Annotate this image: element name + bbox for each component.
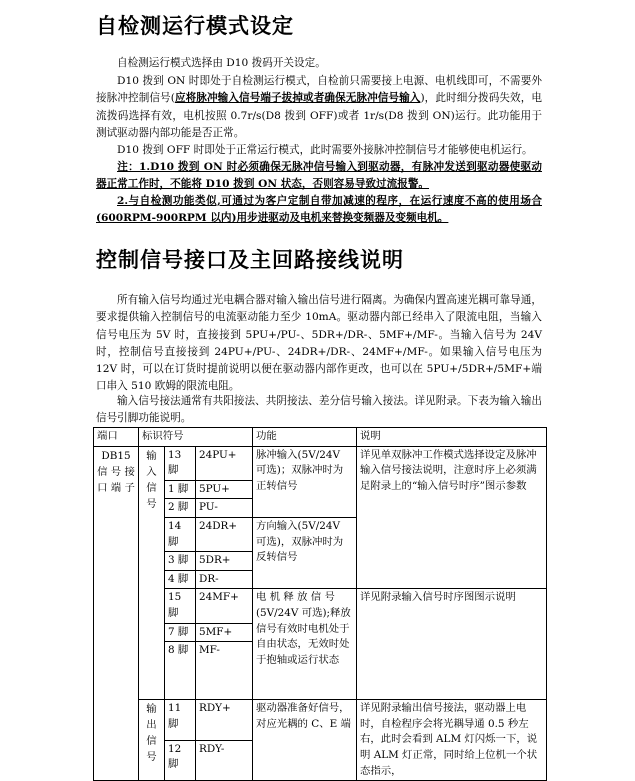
symbol-cell: 24MF+: [196, 589, 253, 623]
input-group-cell: 输 入 信 号: [139, 446, 165, 700]
table-row: [94, 700, 547, 740]
pin-cell: 7 脚: [165, 623, 196, 642]
pin-cell: 4 脚: [165, 570, 196, 589]
self-test-p2: D10 拨到 ON 时即处于自检测运行模式，自检前只需要接上电源、电机线即可，不需要外接脉冲控制信号(应将脉冲输入信号端子拔掉或者确保无脉冲信号输入)，此时细分拨码失效，电流拨码选择有效，电机按照 0.7r/s(D8 拨到 OFF)或者 1r/s(D8 拨到 ON)运行。此功能用于测试驱动器内部功能是否正常。: [96, 75, 543, 139]
pin-cell: 3 脚: [165, 552, 196, 571]
desc-pulse: 详见单双脉冲工作模式选择设定及脉冲输入信号接法说明，注意时序上必须满足附录上的“输入信号时序”图示参数: [357, 446, 547, 589]
header-symbol: 标识符号: [139, 428, 253, 447]
symbol-cell: 24PU+: [196, 446, 253, 480]
header-port: 端口: [94, 428, 139, 447]
pin-cell: 12 脚: [165, 740, 196, 780]
symbol-cell: RDY-: [196, 740, 253, 780]
func-dir: 方向输入(5V/24V 可选)，双脉冲时为反转信号: [253, 517, 357, 588]
header-function: 功能: [253, 428, 357, 447]
pin-cell: 1 脚: [165, 480, 196, 499]
symbol-cell: MF-: [196, 642, 253, 700]
symbol-cell: 5MF+: [196, 623, 253, 642]
pin-cell: 8 脚: [165, 642, 196, 700]
port-cell: DB15 信 号 接 口 端 子: [94, 446, 139, 781]
table-header-row: [94, 428, 547, 447]
pin-cell: 2 脚: [165, 499, 196, 518]
self-test-title: 自检测运行模式设定: [96, 14, 294, 38]
func-pulse: 脉冲输入(5V/24V 可选)；双脉冲时为正转信号: [253, 446, 357, 517]
symbol-cell: 5PU+: [196, 480, 253, 499]
interface-title: 控制信号接口及主回路接线说明: [96, 248, 404, 272]
table-row: [94, 446, 547, 480]
symbol-cell: 24DR+: [196, 517, 253, 551]
symbol-cell: 5DR+: [196, 552, 253, 571]
symbol-cell: PU-: [196, 499, 253, 518]
output-group-cell: 输 出 信 号: [139, 700, 165, 781]
self-test-p1: 自检测运行模式选择由 D10 拨码开关设定。: [117, 57, 326, 69]
header-desc: 说明: [357, 428, 547, 447]
pin-cell: 13 脚: [165, 446, 196, 480]
pin-cell: 11 脚: [165, 700, 196, 740]
pin-cell: 15 脚: [165, 589, 196, 623]
desc-mf: 详见附录输入信号时序图图示说明: [357, 589, 547, 700]
func-rdy: 驱动器准备好信号，对应光耦的 C、E 端: [253, 700, 357, 781]
self-test-note1: 注：1.D10 拨到 ON 时必须确保无脉冲信号输入到驱动器，有脉冲发送到驱动器使驱动器正常工作时，不能将 D10 拨到 ON 状态，否则容易导致过流报警。: [96, 161, 542, 191]
func-mf: 电 机 释 放 信 号(5V/24V 可选);释放信号有效时电机处于自由状态，无效时处于抱轴或运行状态: [253, 589, 357, 700]
desc-rdy: 详见附录输出信号接法，驱动器上电时，自检程序会将光耦导通 0.5 秒左右，此时会看到 ALM 灯闪烁一下，说明 ALM 灯正常，同时给上位机一个状态指示，: [357, 700, 547, 781]
interface-p1: 所有输入信号均通过光电耦合器对输入输出信号进行隔离。为确保内置高速光耦可靠导通，要求提供输入控制信号的电流驱动能力至少 10mA。驱动器内部已经串入了限流电阻，当输入信号电压为 5V 时，直接接到 5PU+/PU-、5DR+/DR-、5MF+/MF-。当输入信号为 24V 时，控制信号直接接到 24PU+/PU-、24DR+/DR-、24MF+/MF-。如果输入信号电压为 12V 时，可以在订货时提前说明以便在驱动器内部作更改，也可以在 5PU+/5DR+/5MF+端口串入 510 欧姆的限流电阻。: [96, 294, 542, 393]
interface-p2: 输入信号接法通常有共阳接法、共阴接法、差分信号输入接法。详见附录。下表为输入输出信号引脚功能说明。: [96, 395, 542, 425]
self-test-p3: D10 拨到 OFF 时即处于正常运行模式，此时需要外接脉冲控制信号才能够使电机运行。: [117, 144, 533, 156]
symbol-cell: RDY+: [196, 700, 253, 740]
no-pulse-warning: 应将脉冲输入信号端子拔掉或者确保无脉冲信号输入: [174, 92, 421, 105]
symbol-cell: DR-: [196, 570, 253, 589]
signal-pin-table: [93, 427, 547, 781]
self-test-note2: 2.与自检测功能类似,可通过为客户定制自带加减速的程序，在运行速度不高的使用场合(600RPM-900RPM 以内)用步进驱动及电机来替换变频器及变频电机。: [96, 195, 542, 225]
pin-cell: 14 脚: [165, 517, 196, 551]
